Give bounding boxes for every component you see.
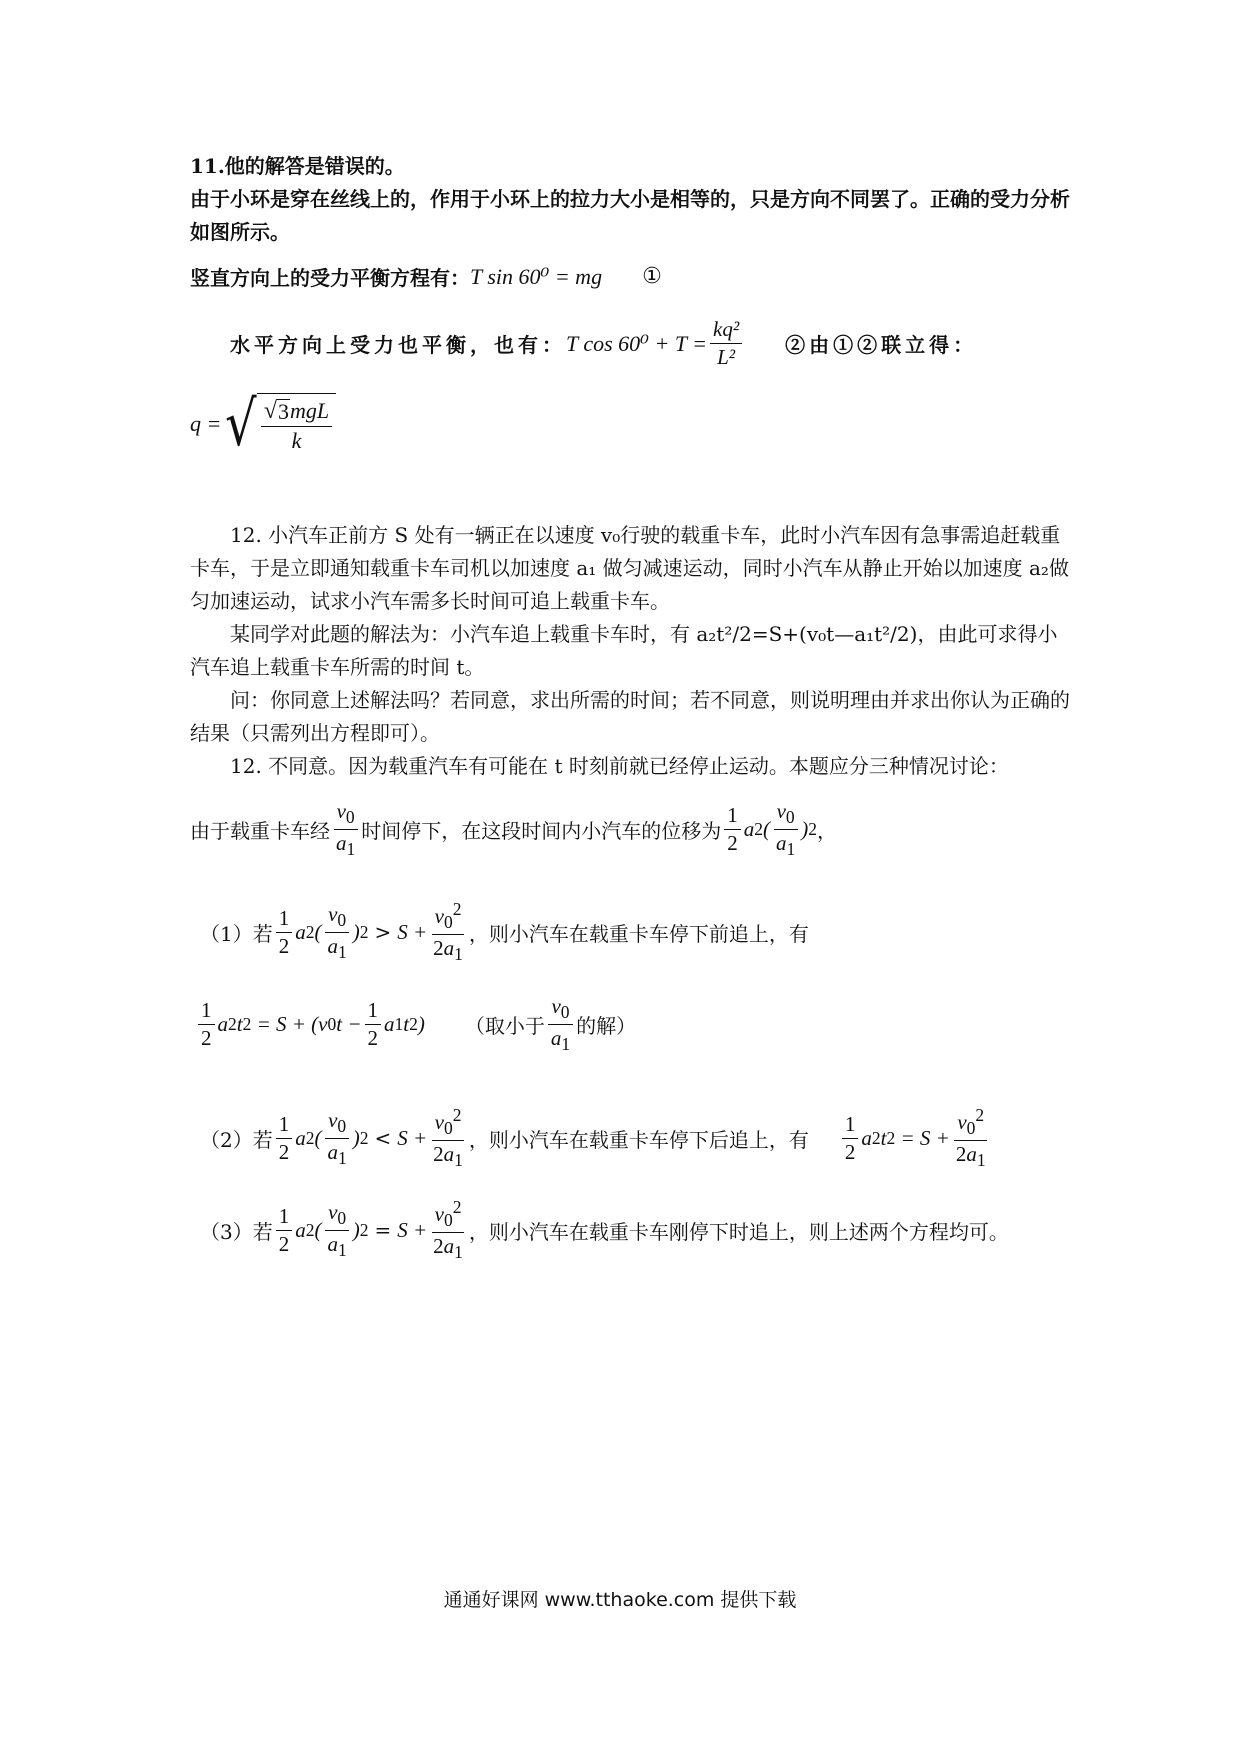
stop-time-line: 由于载重卡车经 $\frac{v_0}{a_1}$ 时间停下，在这段时间内小汽车的位移为 $\frac{1}{2}$ a 2 ( $\frac{v_0}{a_1}$ ) 2 ， <box>190 799 837 860</box>
coulomb-fraction: $\frac{\text{kq²}}{\text{L²}}$ <box>710 318 742 369</box>
page-footer: 通通好课网 www.tthaoke.com 提供下载 <box>443 1589 797 1611</box>
car-displacement-expr: $\frac{1}{2}$ a 2 ( $\frac{v_0}{a_1}$ ) 2 <box>721 800 817 860</box>
case-2-equation: $\frac{1}{2}$ a 2 t 2 = S + $\frac{v_0^2}{2a_1}$ <box>839 1106 992 1171</box>
q11-answer-line: 11.他的解答是错误的。 <box>190 154 405 178</box>
outer-sqrt: √ √ 3 mgL k <box>221 393 336 455</box>
q11-vertical-equation <box>190 262 1070 291</box>
q11-result-formula <box>190 387 1070 460</box>
combine-note: ②由①②联立得： <box>785 333 978 358</box>
vertical-eq: T sin 60⁰ = mg <box>470 263 603 289</box>
q12-problem <box>190 519 1070 783</box>
equation-mark-1: ① <box>642 264 662 289</box>
case-2-condition: （2）若 $\frac{1}{2}$ a 2 ( $\frac{v_0}{a_1}$ ) 2 < S + $\frac{v_0^2}{2a_1}$ ，则小汽车在载重卡车停下后追上，有 $\frac{1}{2}$ a 2 t 2 = S + $\frac{v_0^2}{2a_1}$ <box>200 1106 1070 1171</box>
case-1-equation: $\frac{1}{2}$ a 2 t 2 = S + (v 0 t − $\frac{1}{2}$ a 1 t 2 ) （取小于 $\frac{v_0}{a_1}$ 的解） <box>195 995 1075 1055</box>
q11-heading <box>190 150 1070 249</box>
q12-statement: 12. 小汽车正前方 S 处有一辆正在以速度 v₀行驶的载重卡车，此时小汽车因有急事需追赶载重卡车，于是立即通知载重卡车司机以加速度 a₁ 做匀减速运动，同时小汽车从静止开始以加速度 a₂做匀加速运动，试求小汽车需多长时间可追上载重卡车。 <box>190 523 1069 613</box>
q12-answer-intro: 12. 不同意。因为载重汽车有可能在 t 时刻前就已经停止运动。本题应分三种情况讨论： <box>230 754 1009 778</box>
stop-time-fraction: $\frac{v_0}{a_1}$ <box>333 800 358 860</box>
q11-explanation: 由于小环是穿在丝线上的，作用于小环上的拉力大小是相等的，只是方向不同罢了。正确的受力分析如图所示。 <box>190 187 1070 244</box>
case-3-condition: （3）若 $\frac{1}{2}$ a 2 ( $\frac{v_0}{a_1}$ ) 2 = S + $\frac{v_0^2}{2a_1}$ ，则小汽车在载重卡车刚停下时追上，则上述两个方程均可。 <box>200 1197 1009 1263</box>
q11-horizontal-equation <box>230 318 1110 369</box>
q12-question: 问：你同意上述解法吗？若同意，求出所需的时间；若不同意，则说明理由并求出你认为正确的结果（只需列出方程即可）。 <box>190 688 1070 745</box>
horizontal-lead: 水平方向上受力也平衡，也有： <box>230 333 566 358</box>
vertical-lead: 竖直方向上的受力平衡方程有： <box>190 266 470 290</box>
q12-student-solution: 某同学对此题的解法为：小汽车追上载重卡车时，有 a₂t²/2=S+(v₀t—a₁t²/2)，由此可求得小汽车追上载重卡车所需的时间 t。 <box>190 622 1058 679</box>
horizontal-eq-left: T cos 60⁰ + T = <box>566 330 708 356</box>
q-lhs: q = <box>190 411 222 436</box>
inner-sqrt: √ 3 <box>263 398 290 425</box>
case-1-condition: （1）若 $\frac{1}{2}$ a 2 ( $\frac{v_0}{a_1}$ ) 2 > S + $\frac{v_0^2}{2a_1}$ ，则小汽车在载重卡车停下前追上，有 <box>200 899 809 965</box>
